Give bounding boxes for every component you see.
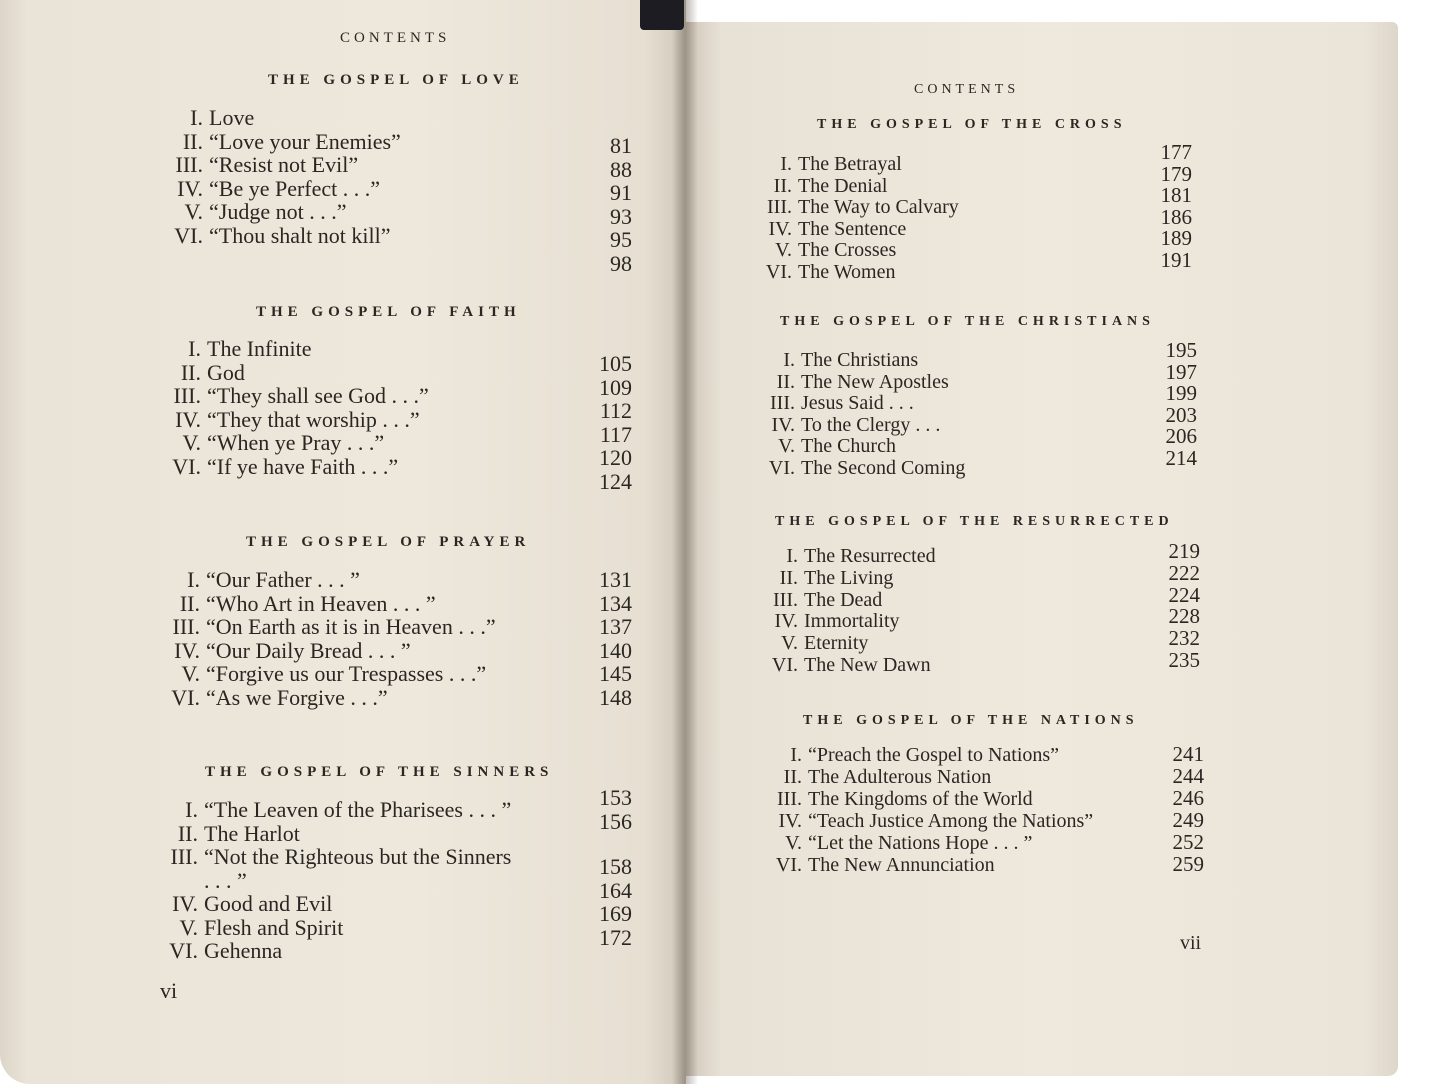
- toc-entry: I. The Resurrected: [786, 545, 936, 567]
- toc-entry: V. Flesh and Spirit: [179, 914, 344, 940]
- page-number: 134: [599, 590, 632, 616]
- page-number: 98: [610, 250, 632, 276]
- section-pages-love: [590, 134, 632, 275]
- section-entries-nations: [772, 743, 1093, 875]
- section-entries-resurrected: [768, 544, 936, 675]
- toc-entry: VI. The Women: [765, 260, 896, 283]
- page-number: 112: [599, 398, 632, 423]
- left-folio: vi: [160, 978, 178, 1003]
- page-number: 88: [610, 156, 632, 182]
- right-running-head: CONTENTS: [914, 82, 1020, 97]
- section-entries-love: [165, 106, 401, 247]
- page-number: 124: [599, 468, 632, 494]
- book-spine: [640, 0, 684, 30]
- page-number: 241: [1172, 742, 1204, 766]
- page-number: 249: [1172, 808, 1204, 832]
- toc-entry: . . . ”: [204, 867, 247, 893]
- page-number: 244: [1172, 764, 1204, 788]
- page-number: 164: [599, 877, 632, 903]
- page-number: 197: [1165, 359, 1197, 384]
- section-title-christians: THE GOSPEL OF THE CHRISTIANS: [780, 314, 1155, 329]
- page-number: 228: [1168, 604, 1200, 629]
- section-title-cross: THE GOSPEL OF THE CROSS: [817, 117, 1127, 132]
- toc-entry: VI. The New Dawn: [771, 653, 931, 676]
- toc-entry: VI. “If ye have Faith . . .”: [172, 453, 399, 479]
- section-title-love: THE GOSPEL OF LOVE: [268, 72, 524, 88]
- page-number: 156: [599, 808, 632, 834]
- page-number: 206: [1165, 424, 1197, 448]
- left-running-head: CONTENTS: [340, 30, 451, 46]
- toc-entry: I. The Infinite: [188, 336, 312, 361]
- page-number: 186: [1160, 204, 1192, 229]
- page-number: 105: [599, 351, 632, 376]
- page-number: 235: [1168, 647, 1200, 672]
- page-number: 219: [1168, 539, 1200, 563]
- page-number: 95: [610, 227, 632, 252]
- toc-entry: IV. The Sentence: [768, 217, 907, 240]
- section-title-prayer: THE GOSPEL OF PRAYER: [246, 534, 531, 550]
- page-number: 224: [1168, 582, 1200, 607]
- toc-entry: IV. To the Clergy . . .: [771, 413, 941, 436]
- toc-entry: III. “They shall see God . . .”: [173, 383, 429, 408]
- section-pages-christians: [1155, 340, 1197, 469]
- toc-entry: VI. The New Annunciation: [775, 854, 995, 876]
- page-number: 181: [1160, 183, 1192, 207]
- toc-entry: II. God: [180, 359, 245, 385]
- page-number: 169: [599, 901, 632, 926]
- toc-entry: III. “Not the Righteous but the Sinners: [170, 844, 512, 869]
- section-pages-resurrected: [1158, 541, 1200, 672]
- toc-entry: IV. “Teach Justice Among the Nations”: [778, 810, 1094, 832]
- section-pages-prayer: [590, 568, 632, 709]
- toc-entry: II. The Denial: [773, 174, 888, 197]
- toc-entry: VI. “Thou shalt not kill”: [174, 222, 391, 248]
- toc-entry: II. “Who Art in Heaven . . . ”: [179, 590, 436, 616]
- page-number: 145: [599, 661, 632, 686]
- page-number: 120: [599, 445, 632, 470]
- section-pages-cross: [1150, 142, 1192, 271]
- section-pages-nations: [1162, 743, 1204, 875]
- section-entries-prayer: [162, 568, 496, 709]
- toc-entry: IV. “Be ye Perfect . . .”: [177, 175, 381, 201]
- toc-entry: III. Jesus Said . . .: [770, 392, 914, 414]
- toc-entry: II. The Adulterous Nation: [783, 766, 992, 788]
- toc-entry: V. “Let the Nations Hope . . . ”: [785, 832, 1033, 854]
- page-number: 91: [610, 180, 632, 205]
- toc-entry: I. “Our Father . . . ”: [187, 567, 360, 592]
- toc-entry: III. “Resist not Evil”: [175, 152, 359, 177]
- toc-entry: IV. “They that worship . . .”: [175, 406, 420, 432]
- toc-entry: V. The Church: [778, 435, 896, 457]
- section-pages-sinners: [590, 786, 632, 949]
- toc-entry: I. “The Leaven of the Pharisees . . . ”: [185, 797, 512, 822]
- toc-entry: III. “On Earth as it is in Heaven . . .”: [172, 614, 496, 639]
- page-number: 214: [1165, 445, 1197, 470]
- toc-entry: IV. “Our Daily Bread . . . ”: [174, 637, 411, 663]
- page-number: 158: [599, 854, 632, 879]
- toc-entry: III. The Dead: [773, 588, 883, 611]
- page-number: 179: [1160, 161, 1192, 186]
- toc-entry: VI. Gehenna: [169, 938, 283, 963]
- section-entries-sinners: [160, 798, 511, 963]
- toc-entry: VI. The Second Coming: [768, 456, 966, 479]
- section-title-nations: THE GOSPEL OF THE NATIONS: [803, 713, 1139, 728]
- toc-entry: I. Love: [190, 105, 255, 130]
- page-number: 252: [1172, 830, 1204, 854]
- right-folio: vii: [1180, 932, 1202, 954]
- page-number: 189: [1160, 226, 1192, 250]
- toc-entry: IV. Good and Evil: [172, 891, 333, 916]
- page-number: 195: [1165, 338, 1197, 362]
- page-number: 246: [1172, 786, 1204, 810]
- page-number: 199: [1165, 381, 1197, 405]
- page-number: 172: [599, 924, 632, 950]
- toc-entry: III. The Kingdoms of the World: [777, 788, 1033, 810]
- toc-entry: I. The Betrayal: [780, 153, 902, 175]
- toc-entry: V. “Forgive us our Trespasses . . .”: [181, 661, 487, 686]
- section-entries-christians: [765, 348, 965, 477]
- page-number: 148: [599, 684, 632, 710]
- page-number: 259: [1172, 852, 1204, 876]
- toc-entry: V. The Crosses: [775, 239, 897, 261]
- section-title-sinners: THE GOSPEL OF THE SINNERS: [205, 764, 554, 780]
- toc-entry: II. The Harlot: [177, 820, 300, 846]
- toc-entry: II. “Love your Enemies”: [182, 128, 401, 154]
- section-pages-faith: [590, 352, 632, 493]
- toc-entry: III. The Way to Calvary: [767, 196, 959, 218]
- toc-entry: IV. Immortality: [774, 610, 900, 633]
- page-number: 81: [610, 133, 632, 158]
- toc-entry: I. “Preach the Gospel to Nations”: [790, 744, 1060, 766]
- page-number: 232: [1168, 626, 1200, 651]
- page-number: 109: [599, 374, 632, 400]
- page-number: 93: [610, 203, 632, 229]
- page-number: 117: [599, 421, 632, 447]
- toc-entry: VI. “As we Forgive . . .”: [171, 684, 388, 710]
- toc-entry: V. “When ye Pray . . .”: [182, 430, 385, 455]
- section-title-resurrected: THE GOSPEL OF THE RESURRECTED: [775, 514, 1174, 529]
- section-entries-cross: [762, 152, 959, 281]
- page-number: 153: [599, 785, 632, 810]
- page-number: 137: [599, 614, 632, 639]
- toc-entry: I. The Christians: [783, 349, 919, 371]
- toc-entry: V. “Judge not . . .”: [184, 199, 347, 224]
- section-entries-faith: [163, 337, 429, 478]
- toc-entry: II. The Living: [779, 566, 894, 589]
- section-title-faith: THE GOSPEL OF FAITH: [256, 304, 521, 320]
- page-number: 191: [1160, 247, 1192, 272]
- page-number: 222: [1168, 560, 1200, 585]
- page-number: 203: [1165, 402, 1197, 427]
- book-gutter: [672, 0, 698, 1084]
- toc-entry: V. Eternity: [781, 632, 869, 655]
- page-number: 140: [599, 637, 632, 663]
- page-number: 131: [599, 567, 632, 592]
- toc-entry: II. The New Apostles: [776, 370, 949, 393]
- page-number: 177: [1160, 140, 1192, 164]
